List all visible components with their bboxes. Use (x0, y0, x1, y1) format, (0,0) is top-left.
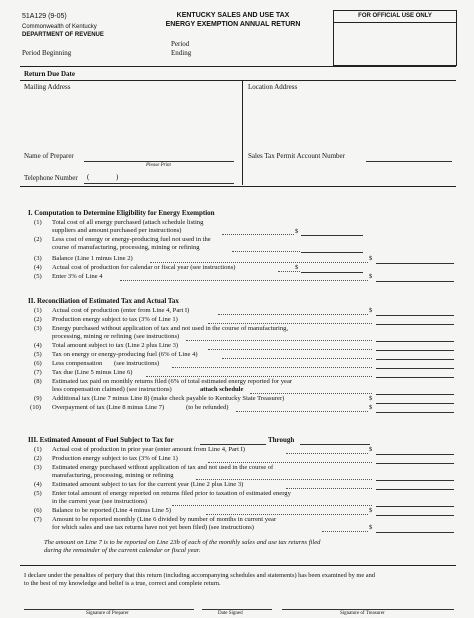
name-of-preparer-label: Name of Preparer (24, 152, 74, 160)
s1-line3-text: Balance (Line 1 minus Line 2) (52, 255, 133, 262)
s1-line1-num: (1) (34, 219, 42, 226)
agency-line2: DEPARTMENT OF REVENUE (22, 32, 104, 38)
s2-line8-text2: less compensation claimed) (see instructions) (52, 386, 172, 393)
s2-line3-text2b: (see instructions) (134, 333, 180, 340)
form-title-line1: KENTUCKY SALES AND USE TAX (176, 12, 290, 19)
section1-heading: I. Computation to Determine Eligibility for Energy Exemption (28, 209, 215, 217)
s3-line6-text: Balance to be reported (Line 4 minus Line 5) (52, 507, 172, 514)
s3-line6-dollar: $ (369, 507, 373, 514)
declaration-line1: I declare under the penalties of perjury that this return (including accompanying schedules and statements) has been examined by me and (24, 572, 376, 579)
section3-heading: III. Estimated Amount of Fuel Subject to Tax for (28, 436, 174, 444)
s1-line4-text: Actual cost of production for calendar or fiscal year (see instructions) (52, 264, 236, 271)
period-label: Period (171, 40, 190, 48)
s1-line2-num: (2) (34, 236, 42, 243)
s1-line5-amount[interactable] (376, 281, 454, 282)
s3-line4-num: (4) (34, 481, 42, 488)
treasurer-signature-label: Signature of Treasurer (340, 611, 385, 616)
telephone-field[interactable] (84, 183, 234, 184)
treasurer-signature-field[interactable] (282, 609, 454, 610)
s3-line7-num: (7) (34, 516, 42, 523)
s2-line6-num: (6) (34, 360, 42, 367)
s2-line1-amount[interactable] (376, 315, 454, 316)
s2-line1-text: Actual cost of production (enter from Line 4, Part I) (52, 307, 190, 314)
s3-line1-num: (1) (34, 446, 42, 453)
s2-line1-num: (1) (34, 307, 42, 314)
s2-line8-attach: attach schedule (200, 386, 244, 393)
s3-period-start-field[interactable] (200, 444, 266, 445)
preparer-signature-field[interactable] (24, 609, 194, 610)
s1-line2-text: Less cost of energy or energy-producing fuel not used in the (52, 236, 211, 243)
s3-line7-text: Amount to be reported monthly (Line 6 divided by number of months in current year (52, 516, 277, 523)
s3-line2-amount[interactable] (376, 463, 454, 464)
date-signed-field[interactable] (202, 609, 272, 610)
s1-line3-num: (3) (34, 255, 42, 262)
s2-line7-amount[interactable] (376, 377, 454, 378)
s2-line2-amount[interactable] (376, 324, 454, 325)
preparer-name-field[interactable] (84, 161, 234, 162)
s3-note-line1: The amount on Line 7 is to be reported on Line 23b of each of the monthly sales and use tax returns filed (44, 539, 321, 546)
s3-line5-text: Enter total amount of energy reported on returns filed prior to taxation of estimated energy (52, 490, 291, 497)
s3-line6-num: (6) (34, 507, 42, 514)
permit-number-field[interactable] (366, 161, 452, 162)
s2-line7-num: (7) (34, 369, 42, 376)
s3-through-label: Through (268, 436, 295, 444)
mailing-address-label: Mailing Address (24, 83, 71, 91)
official-use-label: FOR OFFICIAL USE ONLY (334, 11, 456, 23)
s3-line4-amount[interactable] (376, 489, 454, 490)
official-use-box (333, 10, 457, 66)
s1-line3-dollar: $ (369, 255, 373, 262)
s1-line1-text2: suppliers and amount purchased per instructions) (52, 227, 182, 234)
s2-line5-amount[interactable] (376, 359, 454, 360)
s2-line2-num: (2) (34, 316, 42, 323)
s3-line3-text: Estimated energy purchased without application of tax and not used in the course of (52, 464, 274, 471)
telephone-label: Telephone Number (24, 174, 78, 182)
s1-line4-dollar: $ (295, 264, 299, 271)
s2-line10-text: Overpayment of tax (Line 8 minus Line 7) (52, 404, 165, 411)
sales-tax-permit-label: Sales Tax Permit Account Number (248, 152, 345, 160)
telephone-paren-close: ) (116, 173, 119, 181)
s2-line4-amount[interactable] (376, 350, 454, 351)
s3-line6-amount[interactable] (376, 515, 454, 516)
s3-period-end-field[interactable] (300, 444, 370, 445)
s1-line2-text2: course of manufacturing, processing, mining or refining (52, 244, 200, 251)
s3-line7-text2: for which sales and use tax returns have not yet been filed) (see instructions) (52, 524, 254, 531)
s3-line5-amount[interactable] (376, 506, 454, 507)
form-title-line2: ENERGY EXEMPTION ANNUAL RETURN (165, 21, 301, 28)
s2-line6-amount[interactable] (376, 368, 454, 369)
s2-line9-num: (9) (34, 395, 42, 402)
s1-line2-amount[interactable] (301, 252, 363, 253)
s2-line7-text: Tax due (Line 5 minus Line 6) (52, 369, 133, 376)
s2-line4-num: (4) (34, 342, 42, 349)
s2-line4-text: Total amount subject to tax (Line 2 plus Line 3) (52, 342, 179, 349)
s2-line8-text: Estimated tax paid on monthly returns filed (6% of total estimated energy reported for year (52, 378, 293, 385)
s2-line6-text2b: (see instructions) (114, 360, 160, 367)
please-print-note: Please Print (146, 163, 171, 168)
s1-line5-text: Enter 3% of Line 4 (52, 273, 103, 280)
s2-line2-text: Production energy subject to tax (3% of Line 1) (52, 316, 178, 323)
section2-heading: II. Reconciliation of Estimated Tax and Actual Tax (28, 297, 179, 305)
s3-line7-amount[interactable] (376, 532, 454, 533)
s1-line1-amount[interactable] (301, 235, 363, 236)
s2-line10-text2b: (to be refunded) (186, 404, 229, 411)
s3-line3-num: (3) (34, 464, 42, 471)
s2-line1-dollar: $ (369, 307, 373, 314)
s1-line3-amount[interactable] (376, 263, 454, 264)
s3-line5-text2: in the current year (see instructions) (52, 498, 148, 505)
location-address-label: Location Address (248, 83, 298, 91)
s3-note-line2: during the remainder of the current calendar or fiscal year. (44, 547, 201, 554)
s2-line10-amount[interactable] (376, 412, 454, 413)
s2-line10-num: (10) (30, 404, 41, 411)
period-beginning-label: Period Beginning (22, 49, 72, 57)
s3-line5-num: (5) (34, 490, 42, 497)
s2-line5-text: Tax on energy or energy-producing fuel (6% of Line 4) (52, 351, 198, 358)
s2-line8-num: (8) (34, 378, 42, 385)
date-signed-label: Date Signed (218, 611, 243, 616)
s3-line3-amount[interactable] (376, 480, 454, 481)
s2-line3-amount[interactable] (376, 341, 454, 342)
s1-line4-amount[interactable] (301, 272, 363, 273)
s1-line5-num: (5) (34, 273, 42, 280)
s2-line3-text2: processing, mining or refining (52, 333, 132, 340)
form-number: 51A129 (9-05) (22, 13, 67, 20)
s1-line1-dollar: $ (295, 228, 299, 235)
s1-line1-text: Total cost of all energy purchased (attach schedule listing (52, 219, 204, 226)
s2-line10-dollar: $ (369, 404, 373, 411)
declaration-line2: to the best of my knowledge and belief is a true, correct and complete return. (24, 580, 221, 587)
return-due-date-label: Return Due Date (24, 70, 75, 78)
s3-line1-dollar: $ (369, 446, 373, 453)
agency-line1: Commonwealth of Kentucky (22, 24, 97, 30)
s2-line6-text: Less compensation (52, 360, 103, 367)
s1-line5-dollar: $ (369, 273, 373, 280)
s3-line2-num: (2) (34, 455, 42, 462)
s2-line9-dollar: $ (369, 395, 373, 402)
ending-label: Ending (171, 49, 192, 57)
s2-line9-text: Additional tax (Line 7 minus Line 8) (make check payable to Kentucky State Treasurer) (52, 395, 285, 402)
s3-line4-text: Estimated amount subject to tax for the current year (Line 2 plus Line 3) (52, 481, 244, 488)
s2-line5-num: (5) (34, 351, 42, 358)
s3-line3-text2: manufacturing, processing, mining or refining (52, 472, 174, 479)
s2-line3-num: (3) (34, 325, 42, 332)
s2-line3-text: Energy purchased without application of tax and not used in the course of manufacturing, (52, 325, 289, 332)
s1-line4-num: (4) (34, 264, 42, 271)
s3-line1-text: Actual cost of production in prior year (enter amount from Line 4, Part I) (52, 446, 245, 453)
telephone-paren-open: ( (87, 173, 90, 181)
s2-line9-amount[interactable] (376, 403, 454, 404)
s3-line1-amount[interactable] (376, 454, 454, 455)
s3-line7-dollar: $ (369, 524, 373, 531)
s2-line8-amount[interactable] (376, 394, 454, 395)
preparer-signature-label: Signature of Preparer (86, 611, 129, 616)
s3-line2-text: Production energy subject to tax (3% of Line 1) (52, 455, 178, 462)
